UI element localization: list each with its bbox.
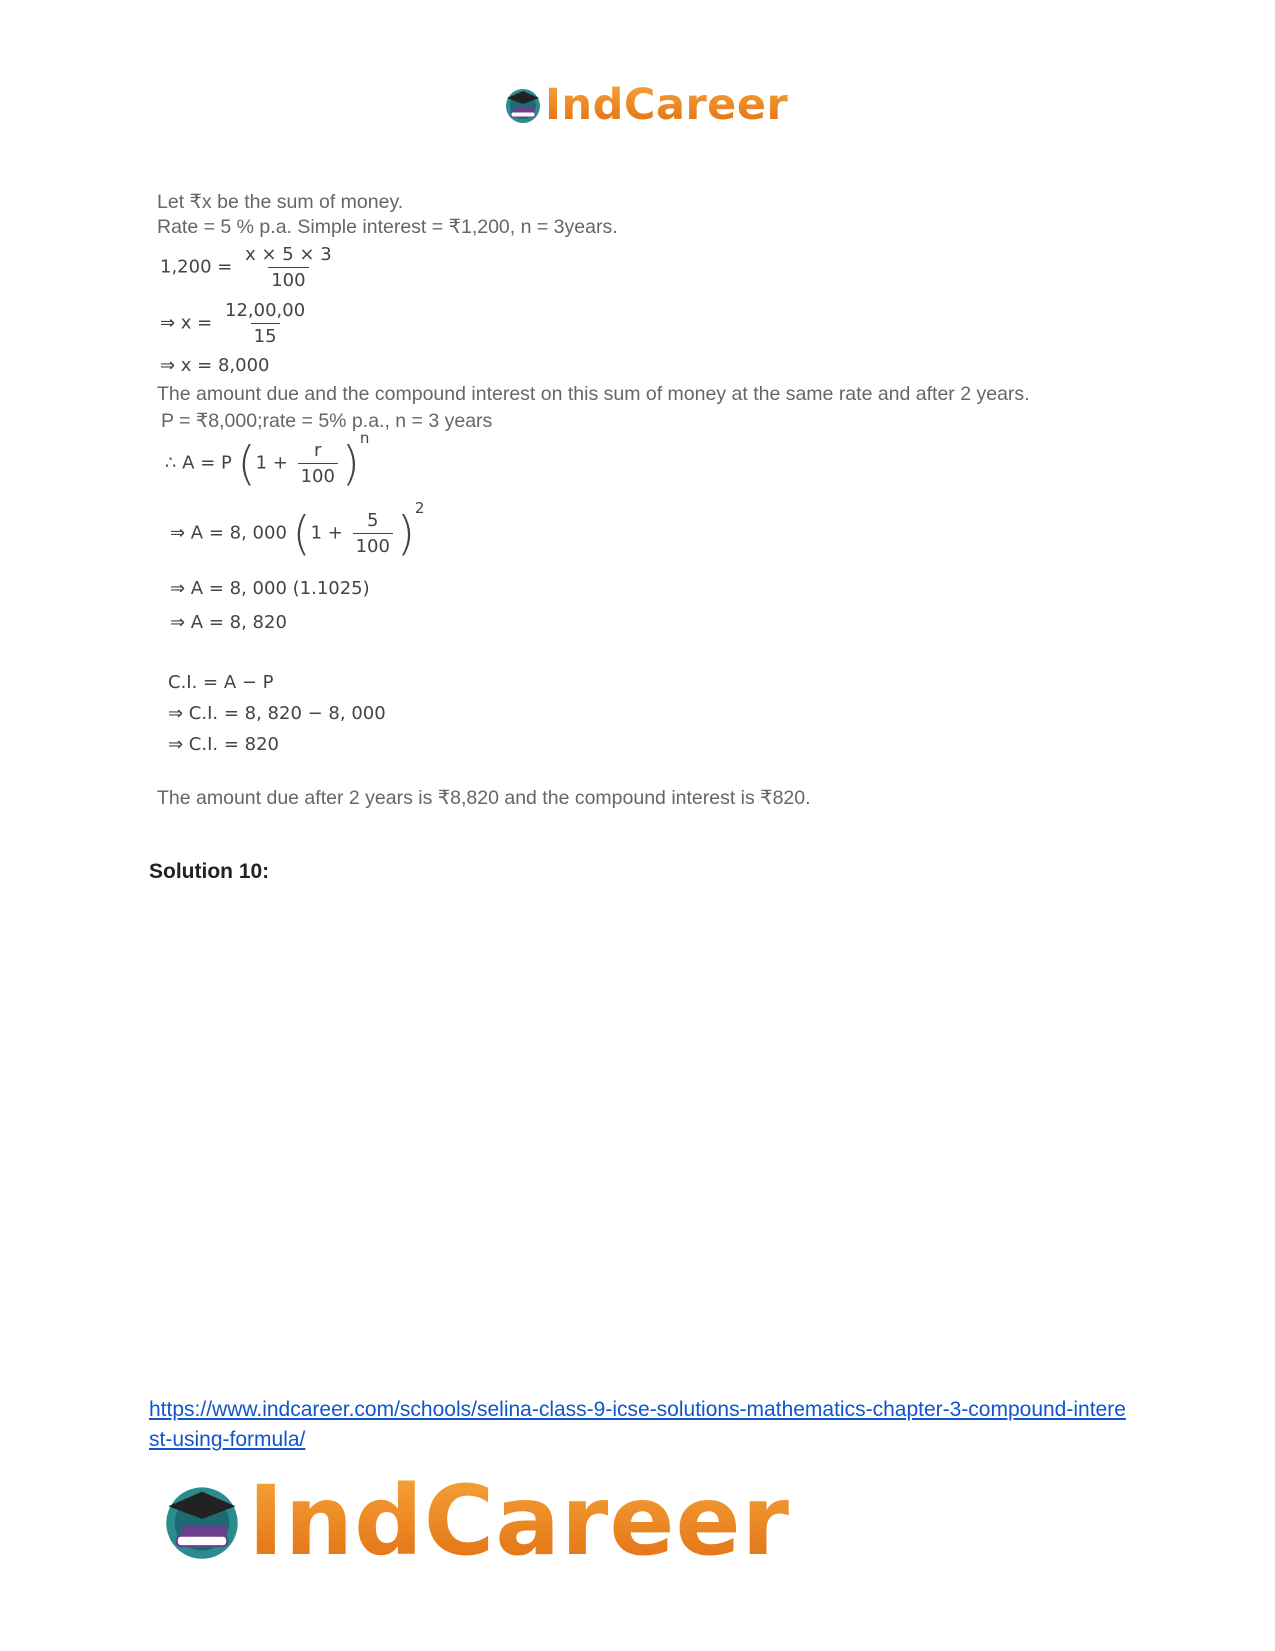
graduation-cap-book-icon [503,85,543,125]
fraction-denominator: 100 [353,533,393,557]
formula-lhs: ∴ A = P [165,452,232,474]
formula-step: ⇒ A = 8, 820 [170,612,287,633]
left-paren: ( [292,506,311,561]
fraction [353,510,393,557]
equation-lhs: ⇒ x = [160,312,213,334]
fraction-numerator: 5 [367,510,379,531]
fraction-numerator: r [314,440,322,461]
fraction [242,244,335,291]
right-paren: ) [341,436,360,491]
logo-wordmark: IndCareer [545,80,789,130]
text-line: The amount due and the compound interest on this sum of money at the same rate and after 2 years. [157,383,1030,405]
solution-heading: Solution 10: [149,860,270,883]
ci-step: C.I. = A − P [168,672,274,693]
left-paren: ( [237,436,256,491]
fraction-denominator: 100 [268,267,308,291]
right-paren: ) [396,506,415,561]
fraction [298,440,338,487]
ci-step: ⇒ C.I. = 8, 820 − 8, 000 [168,703,386,724]
graduation-cap-book-icon [160,1479,244,1563]
equation [160,300,312,347]
exponent: n [359,428,370,447]
step-one: 1 + [310,522,343,544]
fraction-numerator: 12,00,00 [225,300,306,321]
formula-one: 1 + [255,452,288,474]
formula-step: ⇒ A = 8, 000 (1.1025) [170,578,370,599]
text-line: P = ₹8,000;rate = 5% p.a., n = 3 years [161,410,493,432]
text-line: Let ₹x be the sum of money. [157,191,404,213]
exponent: 2 [414,498,425,517]
source-link[interactable]: https://www.indcareer.com/schools/selina-class-9-icse-solutions-mathematics-chapter-3-compound-interest-using-formula/ [149,1398,1126,1451]
text-line: Rate = 5 % p.a. Simple interest = ₹1,200, n = 3years. [157,216,618,238]
equation: ⇒ x = 8,000 [160,355,270,376]
ci-step: ⇒ C.I. = 820 [168,734,280,755]
equation [160,244,339,291]
fraction-denominator: 100 [298,463,338,487]
formula [165,428,370,491]
header-logo [503,80,788,130]
fraction-numerator: x × 5 × 3 [245,244,332,265]
conclusion: The amount due after 2 years is ₹8,820 and the compound interest is ₹820. [157,787,811,809]
step-lhs: ⇒ A = 8, 000 [170,522,287,544]
formula-step [170,498,425,561]
footer-logo [160,1465,790,1577]
fraction [222,300,308,347]
logo-wordmark: IndCareer [248,1465,790,1577]
equation-lhs: 1,200 = [160,256,233,278]
fraction-denominator: 15 [251,323,280,347]
